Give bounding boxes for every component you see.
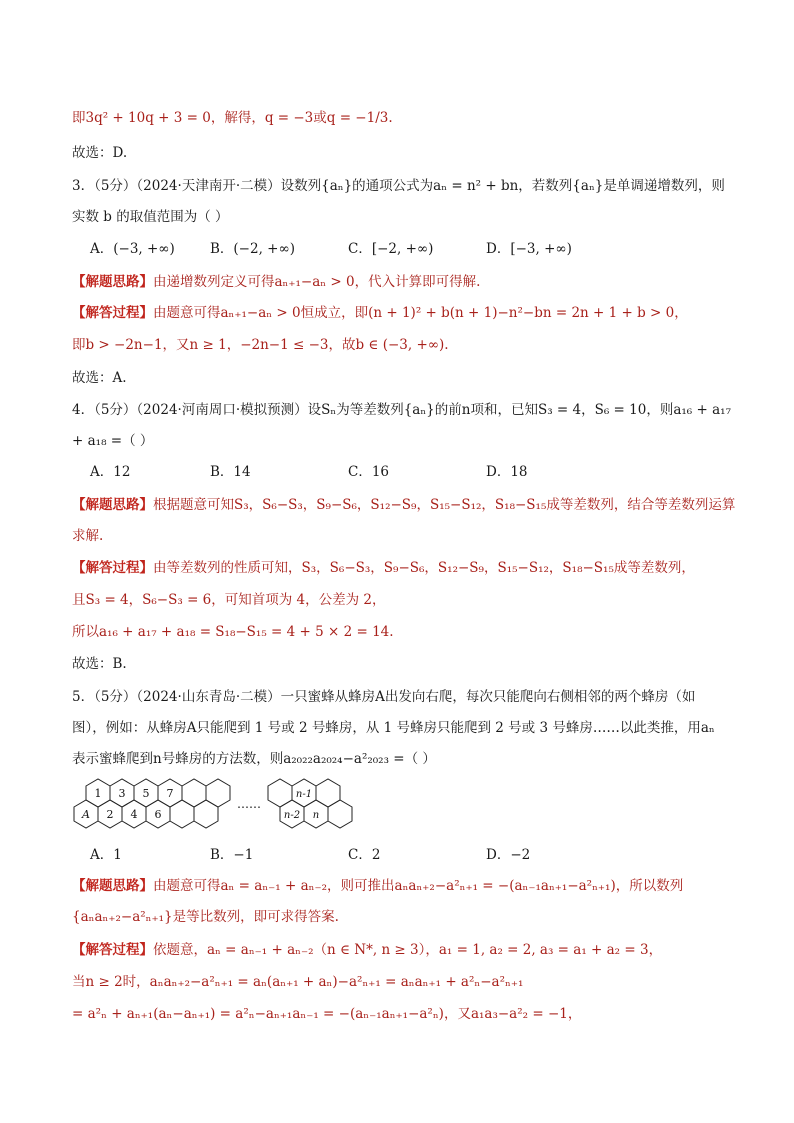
proc-tag: 【解答过程】 (72, 560, 153, 576)
q5-idea-line1 (72, 876, 722, 896)
q5-proc-line2: 当n ≥ 2时，aₙaₙ₊₂−a²ₙ₊₁ = aₙ(aₙ₊₁ + aₙ)−a²ₙ₊₁ = aₙaₙ₊₁ + a²ₙ−a²ₙ₊₁ (72, 974, 524, 990)
q5-idea-text1: 由题意可得aₙ = aₙ₋₁ + aₙ₋₂，则可推出aₙaₙ₊₂−a²ₙ₊₁ = −(aₙ₋₁aₙ₊₁−a²ₙ₊₁)，所以数列 (153, 878, 684, 894)
ellipsis-dots: …… (237, 797, 261, 811)
q4-option-c: C．16 (348, 464, 390, 480)
q4-option-d: D．18 (486, 464, 528, 480)
cell-label: 7 (166, 787, 174, 800)
cell-label: 2 (106, 808, 114, 821)
cell-label: 5 (142, 787, 150, 800)
q3-proc-line2: 即b > −2n−1，又n ≥ 1，−2n−1 ≤ −3，故b ∈ (−3, +∞). (72, 337, 449, 353)
q5-proc-text1: 依题意，aₙ = aₙ₋₁ + aₙ₋₂（n ∈ N*, n ≥ 3），a₁ = 1, a₂ = 2, a₃ = a₁ + a₂ = 3， (153, 942, 663, 958)
q3-proc-text1: 由题意可得aₙ₊₁−aₙ > 0恒成立，即(n + 1)² + b(n + 1)−n²−bn = 2n + 1 + b > 0， (153, 305, 688, 321)
hex-cell (268, 779, 292, 807)
cell-label-n: n (312, 810, 320, 821)
q2-equation-line: 即3q² + 10q + 3 = 0，解得，q = −3或q = −1/3. (72, 110, 393, 126)
q4-idea-line1 (72, 495, 736, 515)
q5-stem-line3: 表示蜜蜂爬到n号蜂房的方法数，则a₂₀₂₂a₂₀₂₄−a²₂₀₂₃ =（ ） (72, 751, 436, 767)
hex-cell (170, 800, 194, 828)
q4-proc-line2: 且S₃ = 4，S₆−S₃ = 6，可知首项为 4，公差为 2， (72, 592, 386, 608)
q3-idea (72, 272, 722, 292)
q5-proc-line3: = a²ₙ + aₙ₊₁(aₙ−aₙ₊₁) = a²ₙ−aₙ₊₁aₙ₋₁ = −(aₙ₋₁aₙ₊₁−a²ₙ)，又a₁a₃−a²₂ = −1， (72, 1006, 582, 1022)
q5-stem-line2: 图），例如：从蜂房A只能爬到 1 号或 2 号蜂房，从 1 号蜂房只能爬到 2 号或 3 号蜂房……以此类推，用aₙ (72, 720, 715, 736)
q3-option-a: A．(−3, +∞) (90, 241, 175, 257)
q3-stem-line2: 实数 b 的取值范围为（ ） (72, 209, 229, 225)
idea-tag: 【解题思路】 (72, 497, 153, 513)
q3-option-c: C．[−2, +∞) (348, 241, 434, 257)
cell-label-a: A (82, 808, 90, 821)
q4-answer: 故选：B. (72, 656, 127, 672)
q4-idea-line2: 求解. (72, 528, 104, 544)
q3-stem-line1: 3．（5分）（2024·天津南开·二模）设数列{aₙ}的通项公式为aₙ = n² + bn，若数列{aₙ}是单调递增数列，则 (72, 178, 725, 194)
hex-cell (316, 779, 340, 807)
q4-idea-text1: 根据题意可知S₃，S₆−S₃，S₉−S₆，S₁₂−S₉，S₁₅−S₁₂，S₁₈−S₁₅成等差数列，结合等差数列运算 (153, 497, 736, 513)
q5-idea-line2: {aₙaₙ₊₂−a²ₙ₊₁}是等比数列，即可求得答案. (72, 909, 339, 925)
proc-tag: 【解答过程】 (72, 305, 153, 321)
cell-label: 4 (130, 808, 138, 821)
cell-label: 3 (118, 787, 126, 800)
q4-option-b: B．14 (210, 464, 251, 480)
q4-option-a: A．12 (90, 464, 131, 480)
q4-stem-line1: 4．（5分）（2024·河南周口·模拟预测）设Sₙ为等差数列{aₙ}的前n项和，已知S₃ = 4，S₆ = 10，则a₁₆ + a₁₇ (72, 402, 731, 418)
q3-answer: 故选：A. (72, 370, 127, 386)
q3-idea-text: 由递增数列定义可得aₙ₊₁−aₙ > 0，代入计算即可得解. (153, 274, 481, 290)
honeycomb-figure (70, 770, 360, 834)
q5-option-d: D．−2 (486, 847, 531, 863)
q5-option-a: A．1 (90, 847, 122, 863)
cell-label-n-1: n-1 (295, 789, 313, 800)
q5-stem-line1: 5．（5分）（2024·山东青岛·二模）一只蜜蜂从蜂房A出发向右爬，每次只能爬向右侧相邻的两个蜂房（如 (72, 689, 696, 705)
q3-option-d: D．[−3, +∞) (486, 241, 572, 257)
cell-label-n-2: n-2 (283, 810, 301, 821)
idea-tag: 【解题思路】 (72, 878, 153, 894)
hex-cell (206, 779, 230, 807)
q4-proc-line1 (72, 558, 722, 578)
q4-stem-line2: + a₁₈ =（ ） (72, 433, 154, 449)
idea-tag: 【解题思路】 (72, 274, 153, 290)
q5-option-c: C．2 (348, 847, 381, 863)
cell-label: 1 (94, 787, 102, 800)
q5-proc-line1 (72, 940, 722, 960)
cell-label: 6 (154, 808, 162, 821)
q2-answer: 故选：D. (72, 145, 128, 161)
q3-option-b: B．(−2, +∞) (210, 241, 295, 257)
q4-proc-text1: 由等差数列的性质可知，S₃，S₆−S₃，S₉−S₆，S₁₂−S₉，S₁₅−S₁₂，S₁₈−S₁₅成等差数列， (153, 560, 695, 576)
proc-tag: 【解答过程】 (72, 942, 153, 958)
q3-proc-line1 (72, 303, 722, 323)
hex-cell (328, 800, 352, 828)
hex-cell (182, 779, 206, 807)
hex-cell (194, 800, 218, 828)
q5-option-b: B．−1 (210, 847, 254, 863)
q4-proc-line3: 所以a₁₆ + a₁₇ + a₁₈ = S₁₈−S₁₅ = 4 + 5 × 2 = 14. (72, 624, 394, 640)
